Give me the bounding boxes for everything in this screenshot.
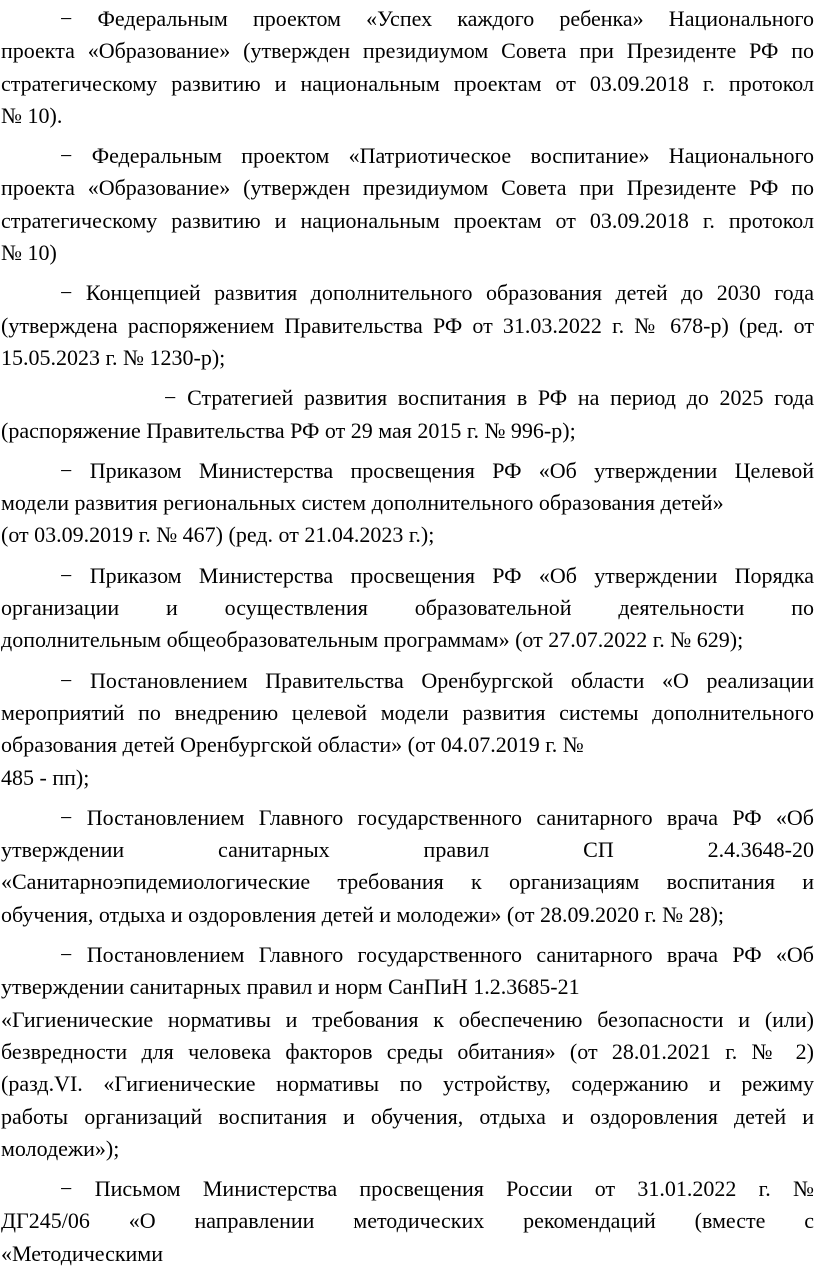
paragraph-line: (распоряжение Правительства РФ от 29 мая 2015 г. № 996-р); (1, 417, 576, 443)
paragraph-line: обучения, отдыха и оздоровления детей и молодежи» (от 28.09.2020 г. № 28); (1, 901, 725, 927)
paragraph-sanpin (1, 939, 814, 1165)
paragraph-line: проекта «Образование» (утвержден президиумом Совета при Президенте РФ по (1, 38, 814, 64)
paragraph-line: мероприятий по внедрению целевой модели развития системы дополнительного (1, 699, 814, 725)
paragraph-concept-2030 (1, 277, 814, 374)
paragraph-line: стратегическому развитию и национальным проектам от 03.09.2018 г. протокол (1, 70, 814, 96)
paragraph-line: молодежи»); (1, 1135, 120, 1161)
paragraph-line: (от 03.09.2019 г. № 467) (ред. от 21.04.2023 г.); (1, 522, 435, 548)
paragraph-ministry-letter (1, 1173, 814, 1270)
paragraph-order-procedure (1, 560, 814, 657)
paragraph-orenburg-resolution (1, 665, 814, 794)
paragraph-line: − Письмом Министерства просвещения России от 31.01.2022 г. № (60, 1176, 814, 1202)
paragraph-strategy-2025 (1, 382, 814, 447)
paragraph-line: − Приказом Министерства просвещения РФ «Об утверждении Порядка (60, 562, 814, 588)
paragraph-line: 15.05.2023 г. № 1230-р); (1, 344, 226, 370)
paragraph-line: − Федеральным проектом «Успех каждого ребенка» Национального (60, 6, 814, 31)
paragraph-line: «Методическими (1, 1240, 163, 1266)
paragraph-line: № 10). (1, 102, 63, 128)
paragraph-line: − Постановлением Главного государственного санитарного врача РФ «Об (60, 804, 814, 830)
paragraph-line: образования детей Оренбургской области» (от 04.07.2019 г. № (1, 732, 584, 758)
paragraph-order-target-model (1, 455, 814, 552)
paragraph-sanitary-rules-sp (1, 802, 814, 931)
paragraph-federal-project-patriotic (1, 140, 814, 269)
paragraph-line: (утверждена распоряжением Правительства РФ от 31.03.2022 г. № 678-р) (ред. от (1, 312, 814, 338)
paragraph-line: утверждении санитарных правил и норм СанПиН 1.2.3685-21 (1, 974, 580, 1000)
paragraph-line: ДГ245/06 «О направлении методических рекомендаций (вместе с (1, 1208, 814, 1234)
paragraph-line: − Постановлением Главного государственного санитарного врача РФ «Об (60, 942, 814, 968)
paragraph-line: стратегическому развитию и национальным проектам от 03.09.2018 г. протокол (1, 207, 814, 233)
paragraph-line: работы организаций воспитания и обучения, отдыха и оздоровления детей и (1, 1103, 814, 1129)
paragraph-line: № 10) (1, 240, 57, 266)
paragraph-line: организации и осуществления образовательной деятельности по (1, 595, 814, 621)
paragraph-line: − Приказом Министерства просвещения РФ «Об утверждении Целевой (60, 457, 814, 483)
paragraph-line: «Гигиенические нормативы и требования к обеспечению безопасности и (или) (1, 1006, 814, 1032)
paragraph-line: 485 - пп); (1, 764, 90, 790)
paragraph-line: проекта «Образование» (утвержден президиумом Совета при Президенте РФ по (1, 175, 814, 201)
paragraph-federal-project-success (1, 3, 814, 132)
paragraph-line: «Санитарноэпидемиологические требования к организациям воспитания и (1, 869, 814, 895)
paragraph-line: (разд.VI. «Гигиенические нормативы по устройству, содержанию и режиму (1, 1071, 814, 1097)
paragraph-line: − Постановлением Правительства Оренбургской области «О реализации (60, 667, 814, 693)
paragraph-line: безвредности для человека факторов среды обитания» (от 28.01.2021 г. № 2) (1, 1038, 814, 1064)
paragraph-line: − Концепцией развития дополнительного образования детей до 2030 года (60, 280, 814, 306)
paragraph-line: утверждении санитарных правил СП 2.4.3648-20 (1, 837, 814, 863)
paragraph-line: − Стратегией развития воспитания в РФ на период до 2025 года (164, 385, 814, 411)
paragraph-line: − Федеральным проектом «Патриотическое воспитание» Национального (60, 143, 814, 169)
paragraph-line: дополнительным общеобразовательным программам» (от 27.07.2022 г. № 629); (1, 627, 744, 653)
paragraph-line: модели развития региональных систем дополнительного образования детей» (1, 490, 724, 516)
